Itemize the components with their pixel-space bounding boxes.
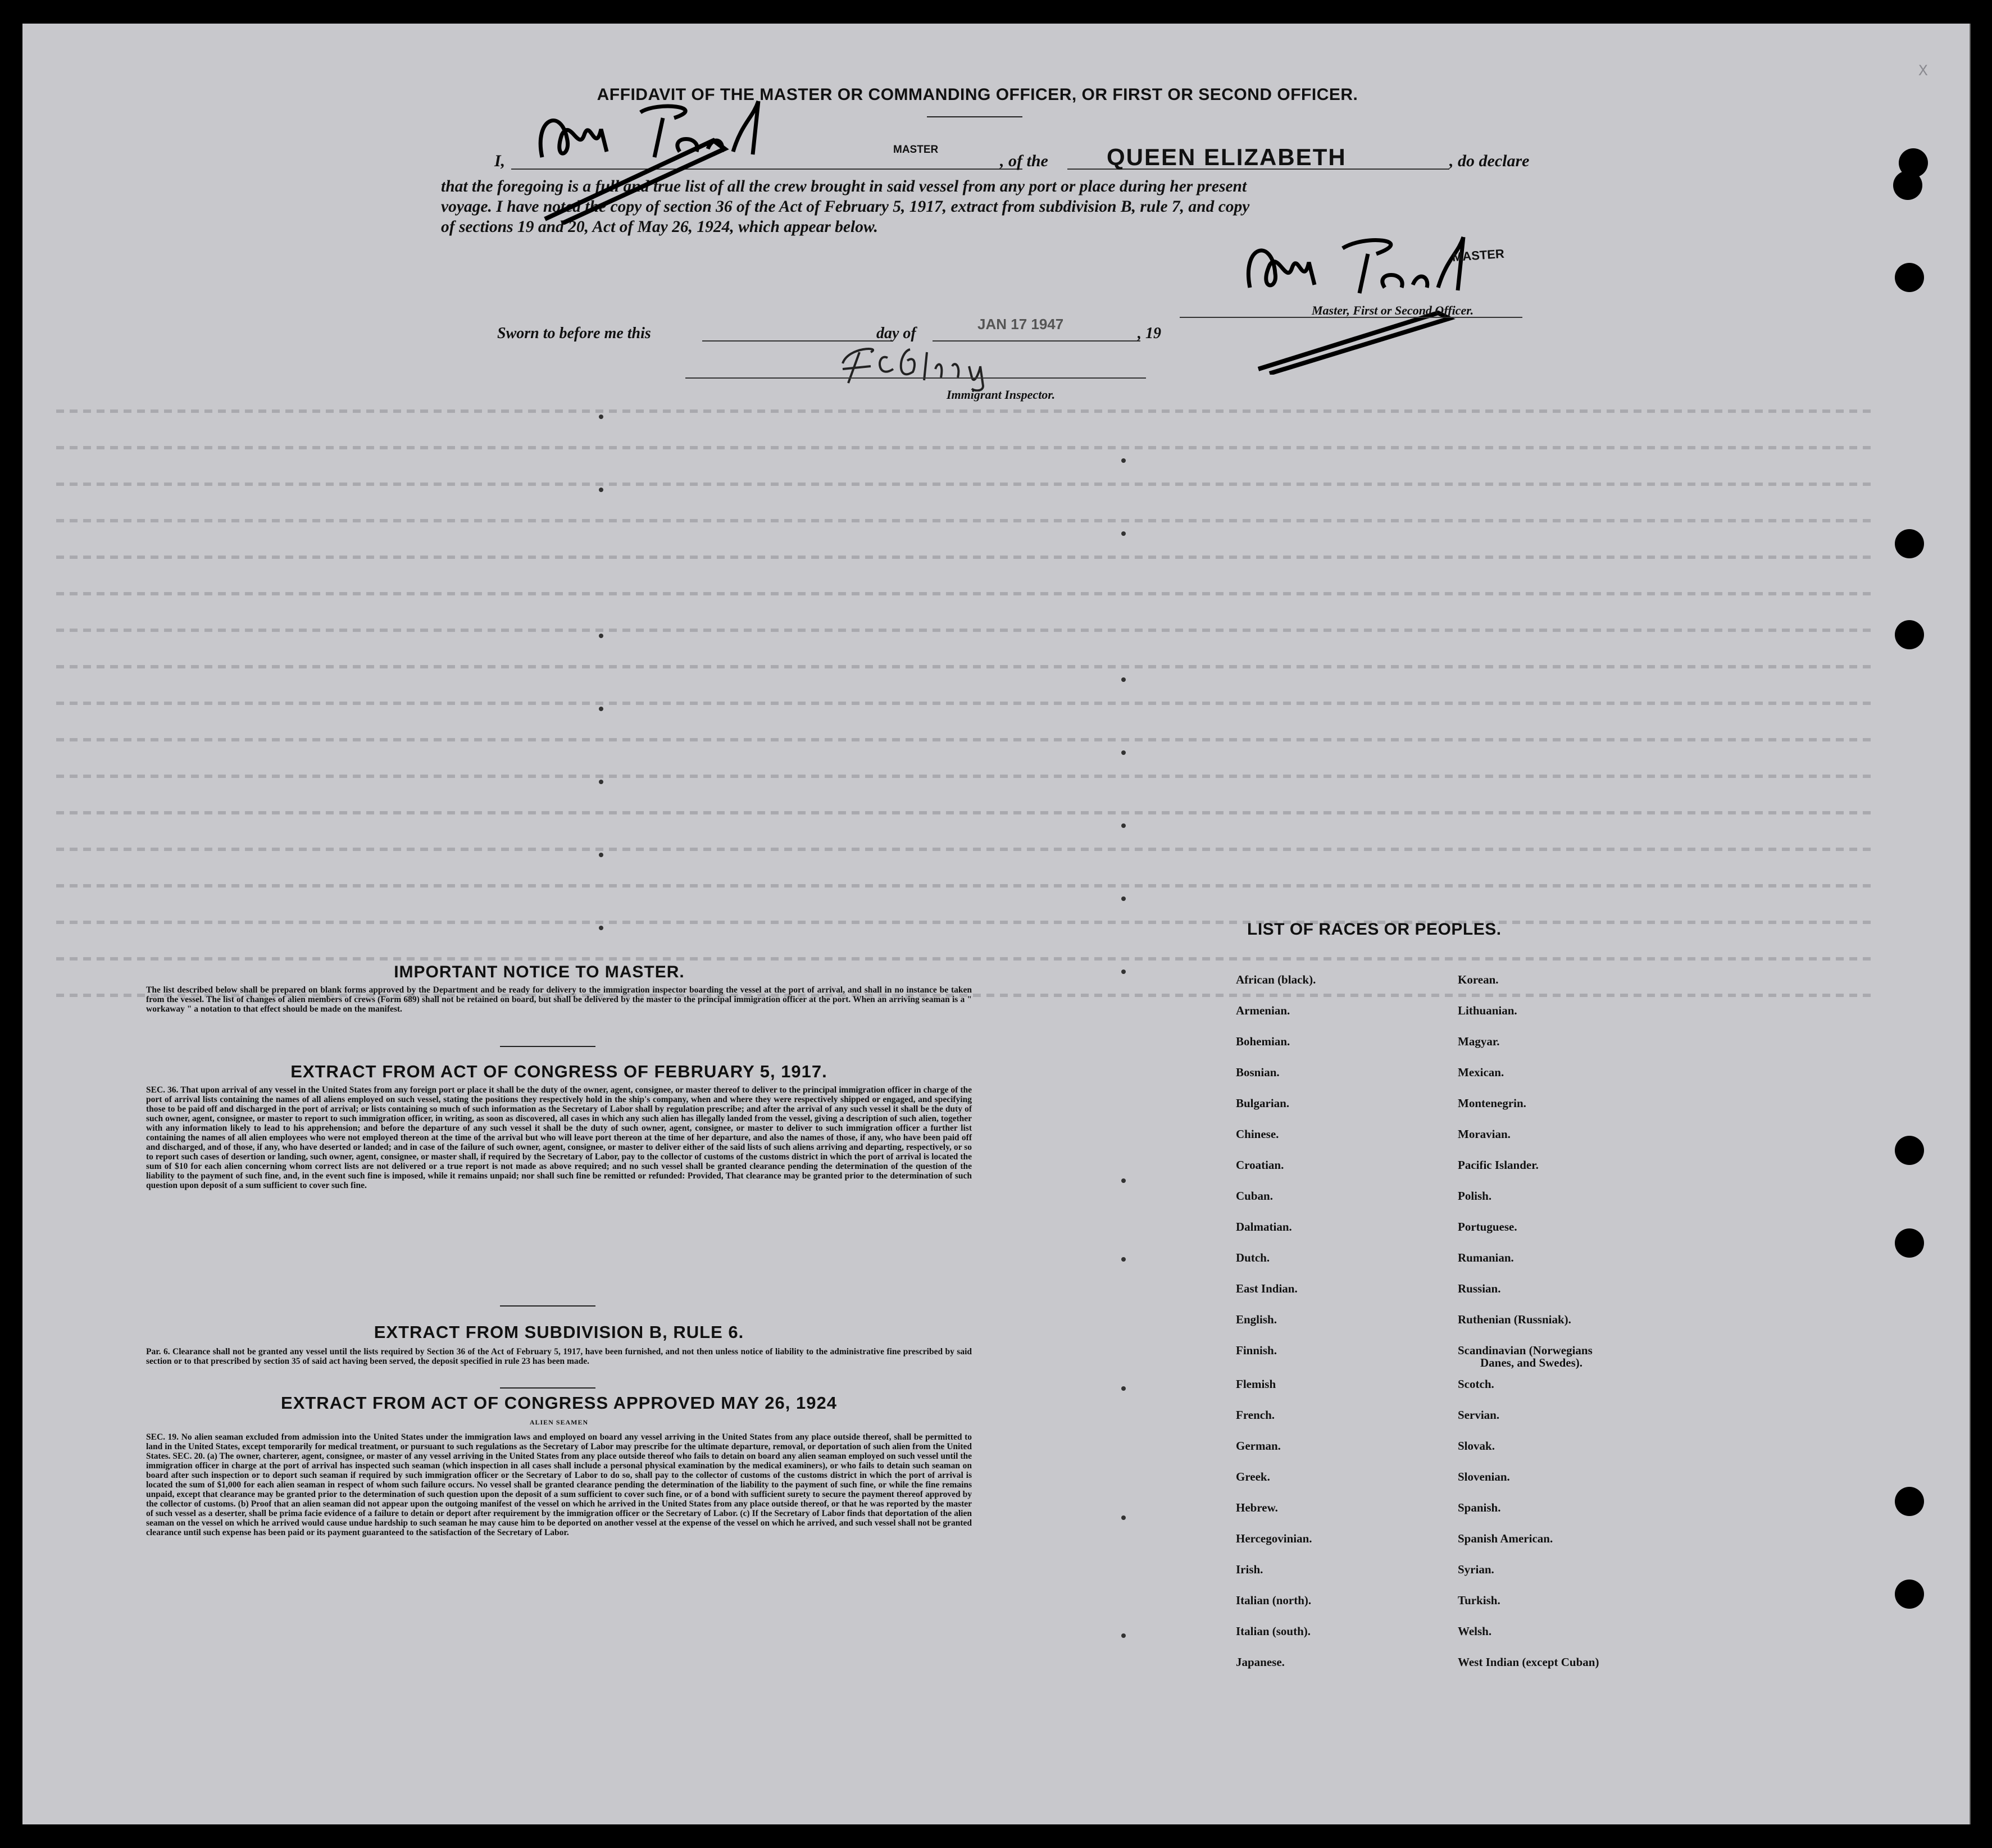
- race-item: Armenian.: [1236, 1004, 1290, 1017]
- extract-1924-subtitle: ALIEN SEAMEN: [529, 1418, 589, 1426]
- race-item: Dalmatian.: [1236, 1220, 1292, 1233]
- race-item: Welsh.: [1458, 1624, 1492, 1638]
- race-item: Spanish American.: [1458, 1532, 1553, 1545]
- race-item: Scotch.: [1458, 1377, 1494, 1391]
- race-item: Bulgarian.: [1236, 1096, 1290, 1110]
- race-item: Italian (north).: [1236, 1594, 1312, 1607]
- race-item: English.: [1236, 1313, 1277, 1326]
- race-item: Syrian.: [1458, 1563, 1494, 1576]
- extract-1924-title: EXTRACT FROM ACT OF CONGRESS APPROVED MAY 26, 1924: [281, 1393, 837, 1413]
- race-item: Croatian.: [1236, 1158, 1284, 1172]
- extract-1917-title: EXTRACT FROM ACT OF CONGRESS OF FEBRUARY 5, 1917.: [290, 1062, 827, 1081]
- race-item: Lithuanian.: [1458, 1004, 1517, 1017]
- race-item: Cuban.: [1236, 1189, 1273, 1203]
- date-stamp: JAN 17 1947: [977, 316, 1064, 333]
- affidavit-line-2: that the foregoing is a full and true list of all the crew brought in said vessel from any port or place during her present: [441, 177, 1247, 195]
- extract-1924-text: SEC. 19. No alien seaman excluded from admission into the United States under the immigration laws and employed on board any vessel arriving in the United States from any place outside thereof, shall be permitted to land in the United States, except temporarily for medical treatment, or pursuant to such regulations as the Secretary of Labor may prescribe for the ultimate departure, removal, or deportation of such alien from the United States. SEC. 20. (a) The owner, charterer, agent, consignee, or master of any vessel arriving in the United States from any place outside thereof who fails to detain on board any alien seaman employed on such vessel until the immigration officer in charge at the port of arrival has inspected such seaman (which inspection in all cases shall include a personal physical examination by the medical examiners), or who fails to detain such seaman on board after such inspection or to deport such seaman if required by such immigration officer or the Secretary of Labor to do so, shall pay to the collector of customs of the customs district in which the port of arrival is located the sum of $1,000 for each alien seaman in respect of whom such failure occurs. No vessel shall be granted clearance pending the determination of the liability to the payment of such fine, or while the fine remains unpaid, except that clearance may be granted prior to the determination of such question upon the deposit of a sum sufficient to cover such fine, or of a bond with sufficient surety to secure the payment thereof approved by the collector of customs. (b) Proof that an alien seaman did not appear upon the outgoing manifest of the vessel on which he arrived in the United States from any place outside thereof, or that he was reported by the master of such vessel as a deserter, shall be prima facie evidence of a failure to detain or deport after requirement by the immigration officer or the Secretary of Labor. (c) If the Secretary of Labor finds that deportation of the alien seaman on the vessel on which he arrived would cause undue hardship to such seaman he may cause him to be deported on another vessel at the expense of the vessel on which he arrived, and such vessel shall not be granted clearance until such expense has been paid or its payment guaranteed to the satisfaction of the Secretary of Labor.: [146, 1432, 972, 1537]
- race-item: German.: [1236, 1439, 1281, 1453]
- race-item: Mexican.: [1458, 1066, 1504, 1079]
- affidavit-title: AFFIDAVIT OF THE MASTER OR COMMANDING OFFICER, OR FIRST OR SECOND OFFICER.: [597, 85, 1358, 104]
- inspector-sign-line: [685, 377, 1146, 379]
- of-the-label: , of the: [1000, 152, 1048, 170]
- race-item: Irish.: [1236, 1563, 1263, 1576]
- affidavit-rule: [927, 116, 1022, 117]
- race-item: Russian.: [1458, 1282, 1501, 1295]
- extract-1917-text: SEC. 36. That upon arrival of any vessel in the United States from any foreign port or place it shall be the duty of the owner, agent, consignee, or master thereof to deliver to the principal immigration officer in charge of the port of arrival lists containing the names of all aliens employed on such vessel, stating the positions they respectively hold in the ship's company, when and where they were respectively shipped or engaged, and specifying those to be paid off and discharged in the port of arrival; or lists containing so much of such information as the Secretary of Labor shall by regulation prescribe; and after the arrival of any such vessel it shall be the duty of such owner, agent, consignee, or master to report to such immigration officer, in writing, as soon as discovered, all cases in which any such alien has illegally landed from the vessel, giving a description of such alien, together with any information likely to lead to his apprehension; and before the departure of any such vessel it shall be the duty of such owner, agent, consignee, or master to deliver to such immigration officer a further list containing the names of all alien employees who were not employed thereon at the time of the arrival but who will leave port thereon at the time of her departure, and also the names of those, if any, who have been paid off and discharged, and of those, if any, who have deserted or landed; and in case of the failure of such owner, agent, consignee, or master to deliver either of the said lists of such aliens arriving and departing, respectively, or so to report such cases of desertion or landing, such owner, agent, consignee, or master shall, if required by the Secretary of Labor, pay to the collector of customs of the customs district in which the port of arrival is located the sum of $10 for each alien concerning whom correct lists are not delivered or a true report is not made as above required; and no such vessel shall be granted clearance pending the determination of the question of the liability to the payment of such fine, and, in the event such fine is imposed, while it remains unpaid; nor shall such fine be remitted or refunded: Provided, That clearance may be granted prior to the determination of such question upon deposit of a sum sufficient to cover such fine.: [146, 1085, 972, 1190]
- extract-rule6-text: Par. 6. Clearance shall not be granted any vessel until the lists required by Section 36 of the Act of February 5, 1917, have been furnished, and not then unless notice of liability to the administrative fine prescribed by said section or to that prescribed by section 35 of said act having been served, the deposit specified in rule 23 has been made.: [146, 1347, 972, 1366]
- race-item: Scandinavian (Norwegians: [1458, 1344, 1593, 1357]
- inspector-caption: Immigrant Inspector.: [947, 388, 1056, 402]
- race-item: Japanese.: [1236, 1655, 1285, 1669]
- race-item: Hercegovinian.: [1236, 1532, 1312, 1545]
- race-item: Finnish.: [1236, 1344, 1277, 1357]
- race-item: Dutch.: [1236, 1251, 1270, 1264]
- important-notice-title: IMPORTANT NOTICE TO MASTER.: [394, 963, 685, 981]
- races-title: LIST OF RACES OR PEOPLES.: [1247, 920, 1502, 939]
- document-sheet: [22, 24, 1971, 1824]
- races-left-column: [1236, 973, 1449, 1686]
- corner-mark: X: [1918, 63, 1928, 80]
- race-item: Ruthenian (Russniak).: [1458, 1313, 1571, 1326]
- master-small-label: MASTER: [893, 144, 939, 156]
- race-item: West Indian (except Cuban): [1458, 1655, 1599, 1669]
- race-item: Korean.: [1458, 973, 1499, 986]
- race-item: Chinese.: [1236, 1127, 1279, 1141]
- race-item: Montenegrin.: [1458, 1096, 1526, 1110]
- master-stamp: MASTER: [1452, 246, 1505, 265]
- races-right-column: [1458, 973, 1727, 1686]
- race-item: Turkish.: [1458, 1594, 1500, 1607]
- master-signature-top: [528, 95, 786, 227]
- race-item: East Indian.: [1236, 1282, 1298, 1295]
- year-prefix: , 19: [1138, 325, 1161, 342]
- race-item: Bohemian.: [1236, 1035, 1290, 1048]
- race-item: Moravian.: [1458, 1127, 1511, 1141]
- race-item: Pacific Islander.: [1458, 1158, 1539, 1172]
- notice-rule: [500, 1046, 595, 1047]
- race-item: Servian.: [1458, 1408, 1500, 1422]
- race-item: Bosnian.: [1236, 1066, 1280, 1079]
- extract-rule6-title: EXTRACT FROM SUBDIVISION B, RULE 6.: [374, 1322, 744, 1342]
- extract-rule6-rule: [500, 1387, 595, 1389]
- race-item: Slovenian.: [1458, 1470, 1510, 1483]
- important-notice-text: The list described below shall be prepared on blank forms approved by the Department and be ready for delivery to the immigration inspector boarding the vessel at the port of arrival, and shall in no instance be taken from the vessel. The list of changes of alien members of crews (Form 689) shall not be retained on board, but shall be delivered by the master to the principal immigration officer at the port. When an arriving seaman is a " workaway " a notation to that effect should be made on the manifest.: [146, 985, 972, 1014]
- race-item-continuation: Danes, and Swedes).: [1480, 1356, 1583, 1369]
- race-item: Portuguese.: [1458, 1220, 1517, 1233]
- extract-1917-rule: [500, 1305, 595, 1307]
- race-item: Hebrew.: [1236, 1501, 1278, 1514]
- race-item: Polish.: [1458, 1189, 1492, 1203]
- affidavit-line-4: of sections 19 and 20, Act of May 26, 1924, which appear below.: [441, 218, 878, 236]
- race-item: Italian (south).: [1236, 1624, 1311, 1638]
- race-item: Flemish: [1236, 1377, 1276, 1391]
- signature-scrawl-icon: [528, 95, 786, 225]
- vessel-name: QUEEN ELIZABETH: [1107, 144, 1347, 170]
- sworn-label: Sworn to before me this: [497, 325, 651, 342]
- race-item: Slovak.: [1458, 1439, 1495, 1453]
- i-label: I,: [494, 152, 506, 170]
- inspector-signature: [831, 335, 1067, 394]
- race-item: African (black).: [1236, 973, 1316, 986]
- do-declare-label: , do declare: [1449, 152, 1530, 170]
- race-item: Spanish.: [1458, 1501, 1501, 1514]
- race-item: Rumanian.: [1458, 1251, 1514, 1264]
- race-item: Magyar.: [1458, 1035, 1500, 1048]
- signature-scrawl-icon: [831, 335, 1067, 392]
- race-item-multiline: [1458, 1344, 1727, 1377]
- affidavit-line-3: voyage. I have noted the copy of section 36 of the Act of February 5, 1917, extract from subdivision B, rule 7, and copy: [441, 198, 1250, 216]
- day-of-label: day of: [876, 325, 916, 342]
- race-item: Greek.: [1236, 1470, 1270, 1483]
- race-item: French.: [1236, 1408, 1275, 1422]
- officer-caption: Master, First or Second Officer.: [1312, 303, 1474, 317]
